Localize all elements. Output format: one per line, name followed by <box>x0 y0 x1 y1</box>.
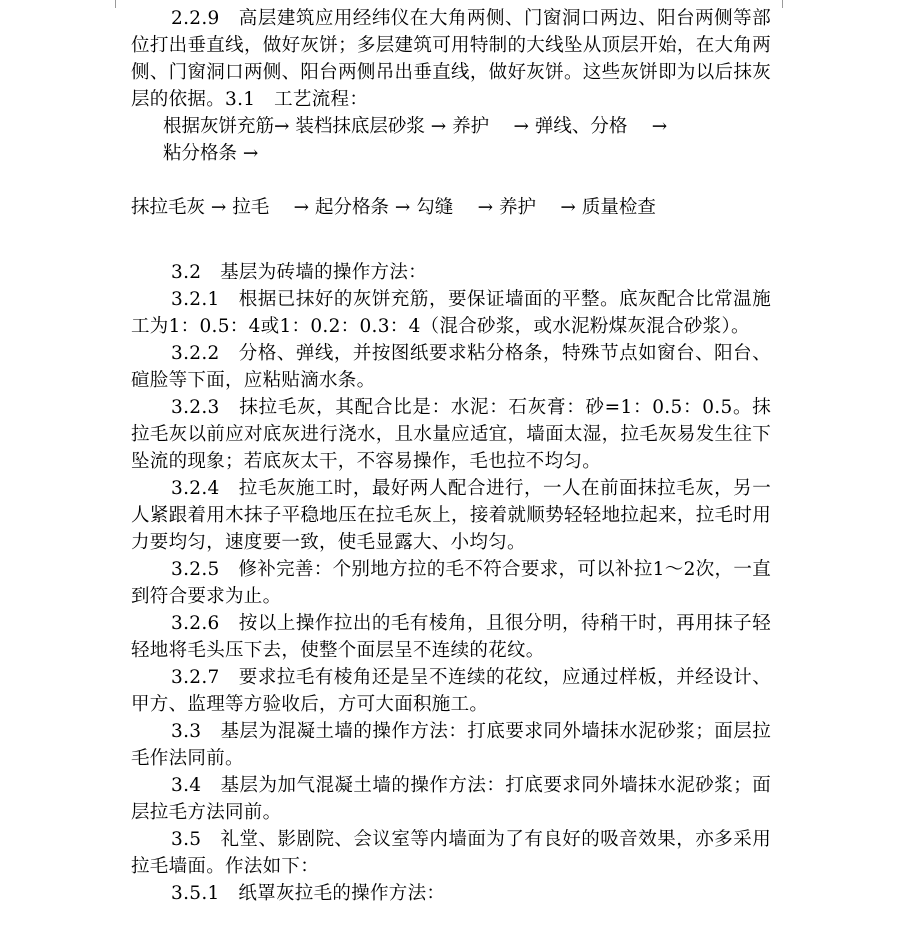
paragraph-3-5-1: 3.5.1 纸罩灰拉毛的操作方法： <box>171 883 446 904</box>
paragraph-3-2-2: 3.2.2 分格、弹线，并按图纸要求粘分格条，特殊节点如窗台、阳台、碹脸等下面，应粘贴滴水条。 <box>131 343 771 391</box>
process-flow-line-2: 粘分格条 → <box>163 143 259 164</box>
process-flow-line-3: 抹拉毛灰 → 拉毛 → 起分格条 → 勾缝 → 养护 → 质量检查 <box>131 197 656 218</box>
blank-lines <box>131 221 771 259</box>
crop-mark-right <box>782 0 783 8</box>
paragraph-3-5: 3.5 礼堂、影剧院、会议室等内墙面为了有良好的吸音效果，亦多采用拉毛墙面。作法如下： <box>131 829 771 877</box>
paragraph-2-2-9: 2.2.9 高层建筑应用经纬仪在大角两侧、门窗洞口两边、阳台两侧等部位打出垂直线，做好灰饼；多层建筑可用特制的大线坠从顶层开始，在大角两侧、门窗洞口两侧、阳台两侧吊出垂直线，做好灰饼。这些灰饼即为以后抹灰层的依据。3.1 工艺流程： <box>131 8 771 110</box>
paragraph-3-2: 3.2 基层为砖墙的操作方法： <box>171 262 427 283</box>
paragraph-3-2-4: 3.2.4 拉毛灰施工时，最好两人配合进行，一人在前面抹拉毛灰，另一人紧跟着用木抹子平稳地压在拉毛灰上，接着就顺势轻轻地拉起来，拉毛时用力要均匀，速度要一致，使毛显露大、小均匀。 <box>131 478 771 553</box>
document-body <box>131 5 771 907</box>
paragraph-3-3: 3.3 基层为混凝土墙的操作方法：打底要求同外墙抹水泥砂浆；面层拉毛作法同前。 <box>131 721 771 769</box>
blank-line <box>131 167 771 194</box>
paragraph-3-4: 3.4 基层为加气混凝土墙的操作方法：打底要求同外墙抹水泥砂浆；面层拉毛方法同前。 <box>131 775 771 823</box>
paragraph-3-2-5: 3.2.5 修补完善：个别地方拉的毛不符合要求，可以补拉1～2次，一直到符合要求为止。 <box>131 559 771 607</box>
paragraph-3-2-6: 3.2.6 按以上操作拉出的毛有棱角，且很分明，待稍干时，再用抹子轻轻地将毛头压下去，使整个面层呈不连续的花纹。 <box>131 613 771 661</box>
paragraph-3-2-7: 3.2.7 要求拉毛有棱角还是呈不连续的花纹，应通过样板，并经设计、甲方、监理等方验收后，方可大面积施工。 <box>131 667 771 715</box>
paragraph-3-2-3: 3.2.3 抹拉毛灰，其配合比是：水泥：石灰膏：砂=1：0.5：0.5。抹拉毛灰以前应对底灰进行浇水，且水量应适宜，墙面太湿，拉毛灰易发生往下坠流的现象；若底灰太干，不容易操作，毛也拉不均匀。 <box>131 397 771 472</box>
crop-mark-left <box>115 0 116 8</box>
paragraph-3-2-1: 3.2.1 根据已抹好的灰饼充筋，要保证墙面的平整。底灰配合比常温施工为1：0.5：4或1：0.2：0.3：4（混合砂浆，或水泥粉煤灰混合砂浆）。 <box>131 289 771 337</box>
process-flow-line-1: 根据灰饼充筋→ 装档抹底层砂浆 → 养护 → 弹线、分格 → <box>163 116 668 137</box>
